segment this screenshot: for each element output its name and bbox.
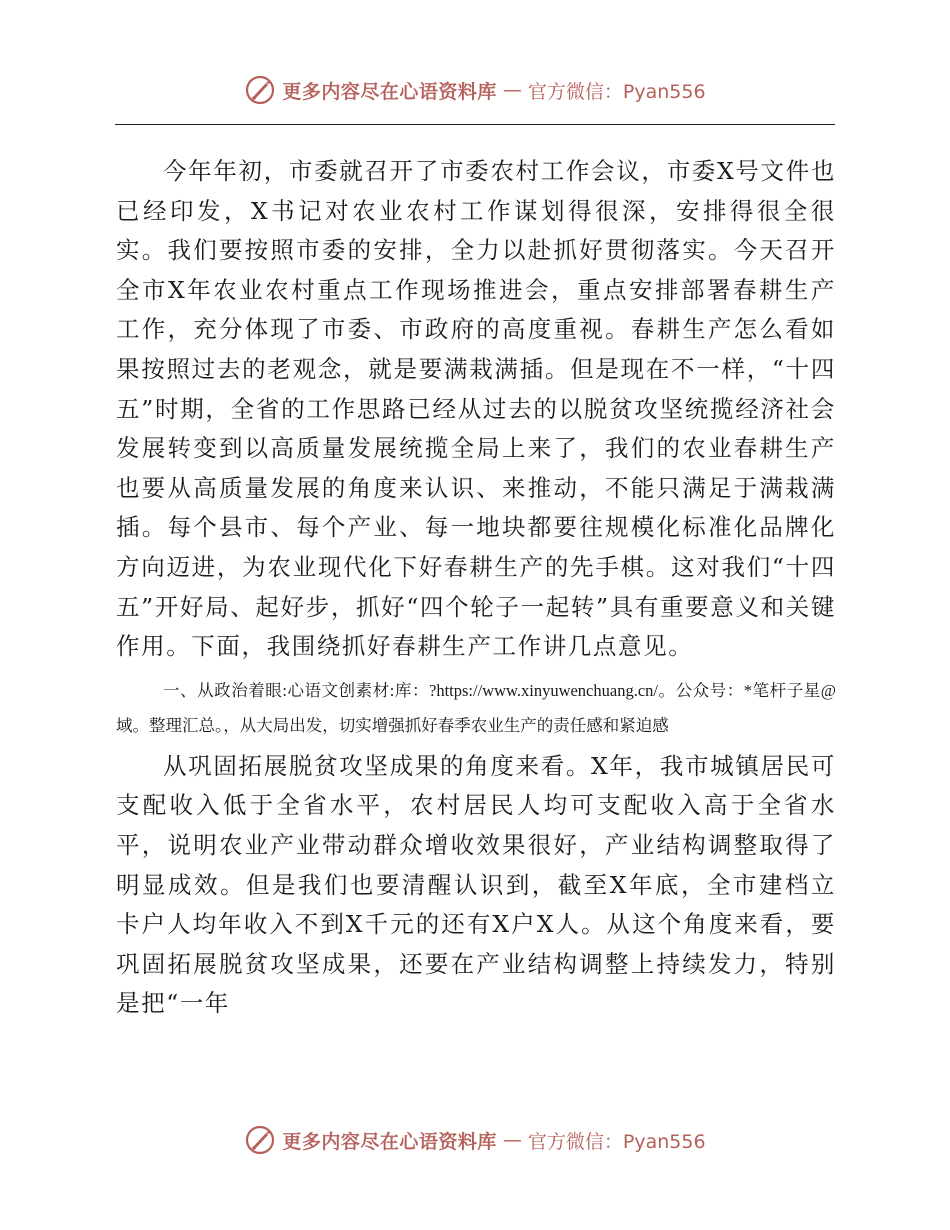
header-dash: — [502, 79, 522, 101]
section-heading: 一、从政治着眼:心语文创素材:库：?https://www.xinyuwenchuang.cn/。公众号：*笔杆子星@域。整理汇总。，从大局出发，切实增强抓好春季农业生产的责任感和紧迫感 [116, 680, 836, 735]
body-paragraph: 从巩固拓展脱贫攻坚成果的角度来看。X年，我市城镇居民可支配收入低于全省水平，农村居民人均可支配收入高于全省水平，说明农业产业带动群众增收效果很好，产业结构调整取得了明显成效。但是我们也要清醒认识到，截至X年底，全市建档立卡户人均年收入不到X千元的还有X户X人。从这个角度来看，要巩固拓展脱贫攻坚成果，还要在产业结构调整上持续发力，特别是把“一年 [116, 751, 836, 1018]
footer-banner [0, 1124, 950, 1156]
quill-pen-logo-icon [244, 74, 276, 106]
footer-dash: — [502, 1129, 522, 1151]
body-paragraph: 今年年初，市委就召开了市委农村工作会议，市委X号文件也已经印发，X书记对农业农村工作谋划得很深，安排得很全很实。我们要按照市委的安排，全力以赴抓好贯彻落实。今天召开全市X年农业农村重点工作现场推进会，重点安排部署春耕生产工作，充分体现了市委、市政府的高度重视。春耕生产怎么看如果按照过去的老观念，就是要满栽满插。但是现在不一样，“十四五”时期，全省的工作思路已经从过去的以脱贫攻坚统揽经济社会发展转变到以高质量发展统揽全局上来了，我们的农业春耕生产也要从高质量发展的角度来认识、来推动，不能只满足于满栽满插。每个县市、每个产业、每一地块都要往规模化标准化品牌化方向迈进，为农业现代化下好春耕生产的先手棋。这对我们“十四五”开好局、起好步，抓好“四个轮子一起转”具有重要意义和关键作用。下面，我围绕抓好春耕生产工作讲几点意见。 [116, 157, 836, 661]
header-banner [0, 74, 950, 106]
quill-pen-logo-icon [244, 1124, 276, 1156]
document-body [116, 152, 836, 1024]
footer-brand-text: 更多内容尽在心语资料库 [282, 1130, 497, 1153]
header-divider [115, 124, 835, 125]
header-wechat-text: 官方微信：Pyan556 [527, 80, 706, 103]
footer-wechat-text: 官方微信：Pyan556 [527, 1130, 706, 1153]
header-brand-text: 更多内容尽在心语资料库 [282, 80, 497, 103]
